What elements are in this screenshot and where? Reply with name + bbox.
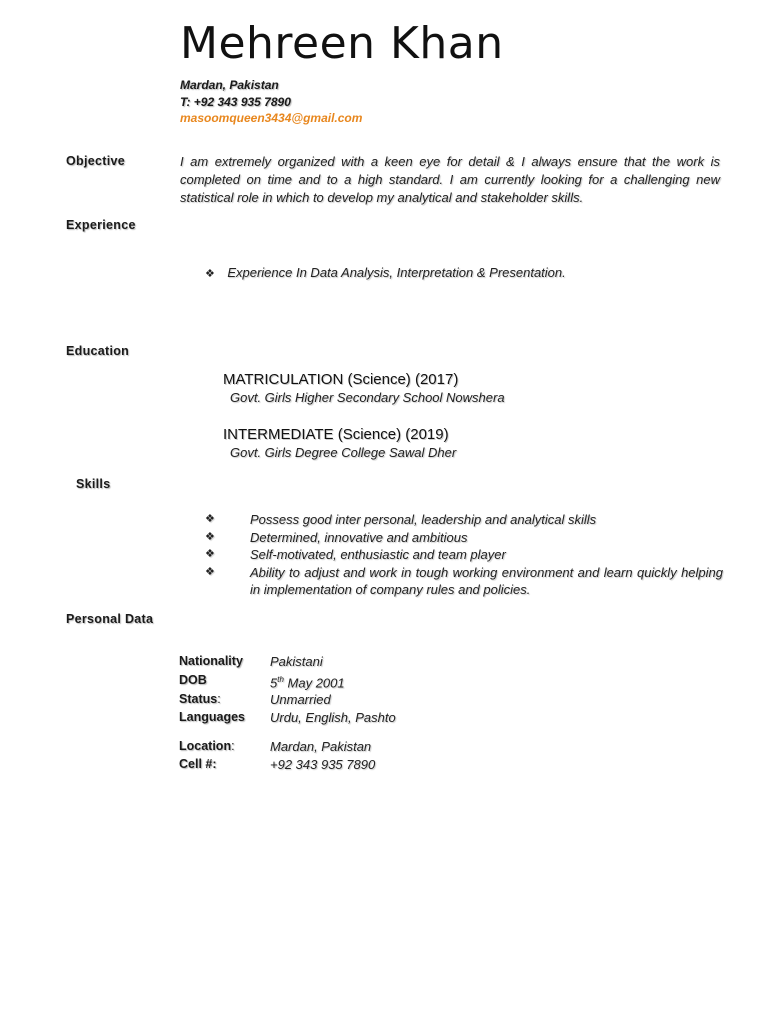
dob-value xyxy=(270,671,396,692)
education-school: Govt. Girls Higher Secondary School Nowshera xyxy=(230,390,505,405)
skill-text: Possess good inter personal, leadership and analytical skills xyxy=(250,512,597,527)
bullet-icon: ❖ xyxy=(205,548,215,560)
experience-item-text: Experience In Data Analysis, Interpretation & Presentation. xyxy=(227,265,566,280)
languages-label: Languages xyxy=(179,709,245,724)
languages-value: Urdu, English, Pashto xyxy=(270,709,396,725)
bullet-icon: ❖ xyxy=(205,268,215,280)
contact-phone: T: +92 343 935 7890 xyxy=(180,95,291,109)
table-row xyxy=(179,756,375,774)
nationality-label: Nationality xyxy=(179,654,243,668)
status-label: Status: xyxy=(179,692,221,707)
skill-text: Ability to adjust and work in tough working environment and learn quickly helping in implementation of company rules and policies. xyxy=(250,564,723,597)
personal-data-table xyxy=(179,653,396,726)
skills-list xyxy=(205,511,723,599)
dob-label: DOB xyxy=(179,673,207,688)
nationality-value: Pakistani xyxy=(270,654,323,669)
objective-text: I am extremely organized with a keen eye for detail & I always ensure that the work is completed on time and to a high standard. I am currently looking for a challenging new statistical role in which to develop my analytical and stakeholder skills. xyxy=(180,154,720,205)
list-item xyxy=(205,511,723,529)
skills-heading: Skills xyxy=(76,477,111,491)
personal-data-heading: Personal Data xyxy=(66,612,154,626)
location-label: Location: xyxy=(179,739,235,753)
experience-heading: Experience xyxy=(66,218,136,232)
bullet-icon: ❖ xyxy=(205,513,215,525)
personal-data-table xyxy=(179,738,375,773)
experience-item xyxy=(205,264,566,282)
objective-heading: Objective xyxy=(66,154,125,168)
education-title: MATRICULATION (Science) (2017) xyxy=(223,371,459,388)
location-value: Mardan, Pakistan xyxy=(270,739,372,754)
dob-day: 5 xyxy=(270,674,278,690)
skill-text: Self-motivated, enthusiastic and team player xyxy=(250,547,506,562)
table-row xyxy=(179,671,396,692)
status-value: Unmarried xyxy=(270,692,331,708)
dob-rest: May 2001 xyxy=(283,674,345,690)
bullet-icon: ❖ xyxy=(205,565,215,578)
skill-text: Determined, innovative and ambitious xyxy=(250,529,468,545)
cell-value: +92 343 935 7890 xyxy=(270,756,376,772)
list-item xyxy=(205,564,723,599)
list-item xyxy=(205,546,723,564)
contact-location: Mardan, Pakistan xyxy=(180,78,279,92)
resume-name: Mehreen Khan xyxy=(180,18,504,69)
bullet-icon: ❖ xyxy=(205,530,215,543)
table-row xyxy=(179,653,396,671)
education-heading: Education xyxy=(66,344,130,358)
education-school: Govt. Girls Degree College Sawal Dher xyxy=(230,445,457,460)
cell-label: Cell #: xyxy=(179,756,217,771)
dob-suffix: th xyxy=(277,674,284,684)
contact-email[interactable]: masoomqueen3434@gmail.com xyxy=(180,111,363,125)
education-title: INTERMEDIATE (Science) (2019) xyxy=(223,426,449,443)
table-row xyxy=(179,691,396,709)
list-item xyxy=(205,529,723,547)
table-row xyxy=(179,738,375,756)
table-row xyxy=(179,709,396,727)
